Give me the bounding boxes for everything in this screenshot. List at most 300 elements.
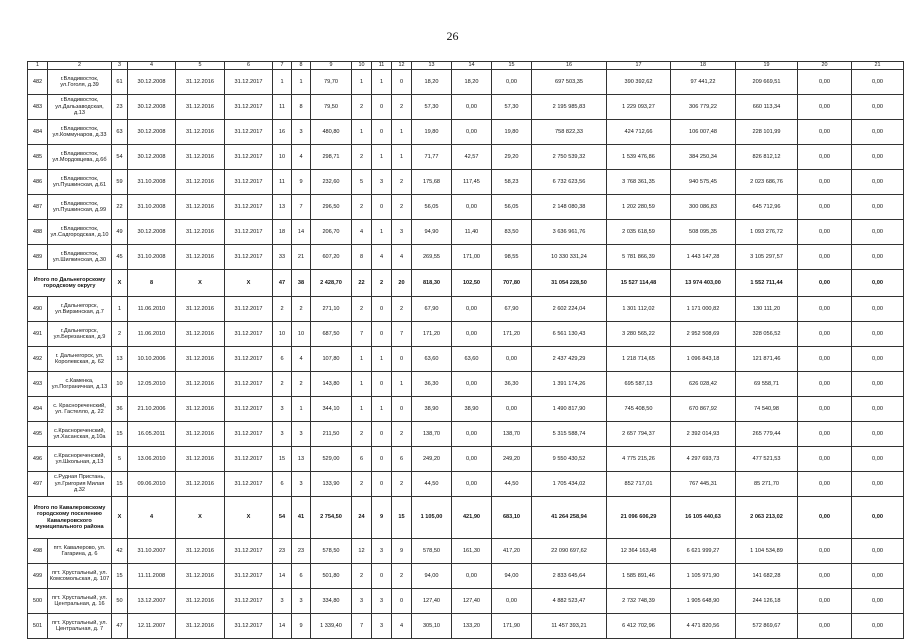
- value-cell: 0,00: [852, 145, 904, 170]
- column-number: 3: [112, 62, 128, 70]
- value-cell: 0: [372, 322, 392, 347]
- table-body: [28, 62, 904, 639]
- value-cell: 826 812,12: [736, 145, 798, 170]
- value-cell: 31.12.2016: [176, 614, 225, 639]
- value-cell: 683,10: [492, 497, 532, 539]
- value-cell: 0,00: [852, 589, 904, 614]
- value-cell: 6 732 623,56: [532, 170, 607, 195]
- page-number: 26: [446, 29, 459, 43]
- value-cell: 2 833 645,64: [532, 564, 607, 589]
- value-cell: 206,70: [311, 220, 352, 245]
- value-cell: 2: [392, 95, 412, 120]
- value-cell: 31.12.2016: [176, 322, 225, 347]
- value-cell: 74 540,98: [736, 397, 798, 422]
- value-cell: 9: [392, 539, 412, 564]
- row-number-cell: 490: [28, 297, 48, 322]
- address-cell: г.Владивосток, ул.Мордовцева, д.6б: [48, 145, 112, 170]
- value-cell: 2 392 014,93: [671, 422, 736, 447]
- value-cell: 0: [372, 447, 392, 472]
- value-cell: 9: [372, 497, 392, 539]
- value-cell: 2: [292, 297, 311, 322]
- value-cell: 0,00: [852, 245, 904, 270]
- value-cell: 14: [292, 220, 311, 245]
- value-cell: 269,55: [412, 245, 452, 270]
- value-cell: 15: [112, 472, 128, 497]
- value-cell: 818,30: [412, 270, 452, 297]
- value-cell: 31.12.2017: [225, 372, 273, 397]
- row-number-cell: 499: [28, 564, 48, 589]
- value-cell: 4: [292, 145, 311, 170]
- value-cell: 8: [128, 270, 176, 297]
- value-cell: 31.12.2017: [225, 447, 273, 472]
- housing-program-table: [27, 61, 904, 639]
- value-cell: 30.12.2008: [128, 120, 176, 145]
- value-cell: 4: [392, 245, 412, 270]
- value-cell: 42: [112, 539, 128, 564]
- value-cell: 18: [273, 220, 292, 245]
- value-cell: 38: [292, 270, 311, 297]
- address-cell: г.Дальнегорск, ул.Вирзинская, д.7: [48, 297, 112, 322]
- table-row: [28, 397, 904, 422]
- value-cell: 31.12.2017: [225, 70, 273, 95]
- value-cell: 18,20: [452, 70, 492, 95]
- value-cell: 3: [292, 589, 311, 614]
- value-cell: 2 657 794,37: [607, 422, 671, 447]
- value-cell: 13: [112, 347, 128, 372]
- value-cell: 56,05: [492, 195, 532, 220]
- address-cell: г.Владивосток, ул.Коммунаров, д.33: [48, 120, 112, 145]
- value-cell: 41 264 258,94: [532, 497, 607, 539]
- value-cell: 9: [292, 614, 311, 639]
- value-cell: 31.12.2016: [176, 447, 225, 472]
- value-cell: 1: [392, 372, 412, 397]
- value-cell: 2 732 748,39: [607, 589, 671, 614]
- table-row: [28, 245, 904, 270]
- address-cell: с.Рудная Пристань, ул.Григория Милая д.32: [48, 472, 112, 497]
- table-row: [28, 145, 904, 170]
- value-cell: 8: [352, 245, 372, 270]
- value-cell: 3: [292, 120, 311, 145]
- value-cell: 31.12.2017: [225, 145, 273, 170]
- row-number-cell: 489: [28, 245, 48, 270]
- value-cell: 1 490 817,90: [532, 397, 607, 422]
- value-cell: 0,00: [798, 589, 852, 614]
- value-cell: 11,40: [452, 220, 492, 245]
- value-cell: 0,00: [852, 220, 904, 245]
- column-number: 2: [48, 62, 112, 70]
- value-cell: 607,20: [311, 245, 352, 270]
- value-cell: 2: [352, 422, 372, 447]
- value-cell: 9: [292, 170, 311, 195]
- value-cell: 79,70: [311, 70, 352, 95]
- value-cell: 2: [372, 270, 392, 297]
- value-cell: 31.12.2016: [176, 397, 225, 422]
- value-cell: X: [176, 497, 225, 539]
- value-cell: 4: [392, 614, 412, 639]
- value-cell: 31.12.2016: [176, 120, 225, 145]
- value-cell: 265 779,44: [736, 422, 798, 447]
- value-cell: 3: [372, 170, 392, 195]
- address-cell: г.Владивосток, ул.Дальзаводская, д.13: [48, 95, 112, 120]
- value-cell: 7: [392, 322, 412, 347]
- value-cell: 1 391 174,26: [532, 372, 607, 397]
- value-cell: 16: [273, 120, 292, 145]
- value-cell: 6: [292, 564, 311, 589]
- value-cell: 2: [292, 372, 311, 397]
- table-row: [28, 539, 904, 564]
- value-cell: 0,00: [798, 270, 852, 297]
- value-cell: 15: [112, 422, 128, 447]
- value-cell: 15: [112, 564, 128, 589]
- value-cell: 50: [112, 589, 128, 614]
- value-cell: 33: [273, 245, 292, 270]
- column-number: 10: [352, 62, 372, 70]
- value-cell: 1: [372, 145, 392, 170]
- value-cell: 21 096 606,29: [607, 497, 671, 539]
- value-cell: 10.10.2006: [128, 347, 176, 372]
- value-cell: 3: [273, 397, 292, 422]
- value-cell: 11 457 393,21: [532, 614, 607, 639]
- value-cell: 0,00: [492, 70, 532, 95]
- value-cell: 2: [352, 297, 372, 322]
- value-cell: 3 636 961,76: [532, 220, 607, 245]
- value-cell: 31.12.2017: [225, 297, 273, 322]
- value-cell: 0,00: [798, 245, 852, 270]
- value-cell: 344,10: [311, 397, 352, 422]
- address-cell: г.Владивосток, ул.Шилкинская, д.30: [48, 245, 112, 270]
- value-cell: 4 297 693,73: [671, 447, 736, 472]
- value-cell: 31.12.2016: [176, 297, 225, 322]
- value-cell: 171,90: [492, 614, 532, 639]
- table-row: [28, 120, 904, 145]
- value-cell: 31.12.2017: [225, 564, 273, 589]
- value-cell: 645 712,96: [736, 195, 798, 220]
- column-number: 11: [372, 62, 392, 70]
- value-cell: 31.12.2016: [176, 170, 225, 195]
- value-cell: 2 023 686,76: [736, 170, 798, 195]
- value-cell: 305,10: [412, 614, 452, 639]
- total-label: Итого по Кавалеровскому городскому поселению Кавалеровского муниципального района: [28, 497, 112, 539]
- value-cell: 83,50: [492, 220, 532, 245]
- value-cell: 0,00: [452, 120, 492, 145]
- value-cell: 171,20: [412, 322, 452, 347]
- value-cell: 13.06.2010: [128, 447, 176, 472]
- value-cell: 4: [372, 245, 392, 270]
- value-cell: 133,90: [311, 472, 352, 497]
- value-cell: 31.12.2017: [225, 472, 273, 497]
- value-cell: 0,00: [452, 422, 492, 447]
- value-cell: 1 301 112,02: [607, 297, 671, 322]
- value-cell: 0: [392, 397, 412, 422]
- value-cell: 1: [112, 297, 128, 322]
- value-cell: 328 056,52: [736, 322, 798, 347]
- value-cell: X: [225, 497, 273, 539]
- value-cell: 1 229 093,27: [607, 95, 671, 120]
- value-cell: 0: [372, 195, 392, 220]
- row-number-cell: 485: [28, 145, 48, 170]
- value-cell: X: [112, 497, 128, 539]
- value-cell: 7: [352, 322, 372, 347]
- value-cell: 3: [372, 539, 392, 564]
- value-cell: 31.12.2016: [176, 95, 225, 120]
- value-cell: 12.11.2007: [128, 614, 176, 639]
- value-cell: 102,50: [452, 270, 492, 297]
- value-cell: 2: [352, 195, 372, 220]
- value-cell: 767 445,31: [671, 472, 736, 497]
- value-cell: 707,80: [492, 270, 532, 297]
- value-cell: 133,20: [452, 614, 492, 639]
- value-cell: 578,50: [311, 539, 352, 564]
- value-cell: 940 575,45: [671, 170, 736, 195]
- value-cell: 296,50: [311, 195, 352, 220]
- value-cell: 0,00: [798, 95, 852, 120]
- value-cell: 2 148 080,38: [532, 195, 607, 220]
- value-cell: 697 503,35: [532, 70, 607, 95]
- value-cell: 501,80: [311, 564, 352, 589]
- column-number: 13: [412, 62, 452, 70]
- table-row: [28, 589, 904, 614]
- address-cell: г.Владивосток, ул.Пушкинская, д.61: [48, 170, 112, 195]
- value-cell: 10 330 331,24: [532, 245, 607, 270]
- value-cell: 209 669,51: [736, 70, 798, 95]
- column-number: 18: [671, 62, 736, 70]
- column-number: 15: [492, 62, 532, 70]
- value-cell: 2 437 429,29: [532, 347, 607, 372]
- table-row: [28, 422, 904, 447]
- value-cell: 31.12.2016: [176, 195, 225, 220]
- value-cell: 4: [292, 347, 311, 372]
- value-cell: 852 717,01: [607, 472, 671, 497]
- value-cell: 687,50: [311, 322, 352, 347]
- value-cell: 1 539 476,86: [607, 145, 671, 170]
- value-cell: 10: [273, 322, 292, 347]
- value-cell: 12.05.2010: [128, 372, 176, 397]
- value-cell: 31.12.2017: [225, 539, 273, 564]
- column-number: 6: [225, 62, 273, 70]
- value-cell: 69 558,71: [736, 372, 798, 397]
- value-cell: 44,50: [492, 472, 532, 497]
- value-cell: X: [176, 270, 225, 297]
- value-cell: 0,00: [852, 614, 904, 639]
- value-cell: 31.12.2016: [176, 245, 225, 270]
- value-cell: 31.12.2016: [176, 539, 225, 564]
- value-cell: 244 126,18: [736, 589, 798, 614]
- value-cell: 0,00: [492, 397, 532, 422]
- value-cell: 249,20: [492, 447, 532, 472]
- value-cell: 0,00: [492, 347, 532, 372]
- value-cell: 626 028,42: [671, 372, 736, 397]
- value-cell: 0,00: [852, 497, 904, 539]
- value-cell: 0,00: [798, 539, 852, 564]
- value-cell: 11.11.2008: [128, 564, 176, 589]
- value-cell: 31.12.2017: [225, 614, 273, 639]
- value-cell: 271,10: [311, 297, 352, 322]
- value-cell: 41: [292, 497, 311, 539]
- row-number-cell: 501: [28, 614, 48, 639]
- value-cell: 2: [392, 170, 412, 195]
- value-cell: 211,50: [311, 422, 352, 447]
- address-cell: с. Краснореченский, ул. Гастелло, д. 22: [48, 397, 112, 422]
- address-cell: пгт. Кавалерово, ул. Гагарина, д. 6: [48, 539, 112, 564]
- value-cell: 1: [352, 347, 372, 372]
- value-cell: 0,00: [798, 472, 852, 497]
- value-cell: 2 952 508,69: [671, 322, 736, 347]
- value-cell: 3: [372, 589, 392, 614]
- value-cell: 2: [392, 297, 412, 322]
- value-cell: 85 271,70: [736, 472, 798, 497]
- value-cell: 20: [392, 270, 412, 297]
- value-cell: 59: [112, 170, 128, 195]
- value-cell: 0,00: [452, 322, 492, 347]
- value-cell: 0,00: [852, 70, 904, 95]
- value-cell: 98,55: [492, 245, 532, 270]
- value-cell: 13.12.2007: [128, 589, 176, 614]
- value-cell: 31.12.2017: [225, 347, 273, 372]
- value-cell: 421,90: [452, 497, 492, 539]
- value-cell: 0,00: [852, 397, 904, 422]
- value-cell: 572 869,67: [736, 614, 798, 639]
- value-cell: 0: [372, 472, 392, 497]
- value-cell: 4 775 215,26: [607, 447, 671, 472]
- value-cell: 6: [392, 447, 412, 472]
- value-cell: 3: [292, 472, 311, 497]
- row-number-cell: 482: [28, 70, 48, 95]
- value-cell: 1 585 891,46: [607, 564, 671, 589]
- value-cell: 6: [273, 347, 292, 372]
- value-cell: 31.12.2016: [176, 589, 225, 614]
- value-cell: 2 754,50: [311, 497, 352, 539]
- value-cell: 2: [392, 195, 412, 220]
- value-cell: 1: [352, 120, 372, 145]
- value-cell: 0,00: [798, 145, 852, 170]
- value-cell: 38,90: [412, 397, 452, 422]
- value-cell: 31.12.2016: [176, 372, 225, 397]
- value-cell: 12: [352, 539, 372, 564]
- value-cell: 21: [292, 245, 311, 270]
- value-cell: 0,00: [852, 270, 904, 297]
- column-number: 19: [736, 62, 798, 70]
- value-cell: 2 035 618,59: [607, 220, 671, 245]
- value-cell: 1 096 843,18: [671, 347, 736, 372]
- value-cell: 138,70: [412, 422, 452, 447]
- value-cell: 31.10.2008: [128, 245, 176, 270]
- value-cell: 79,50: [311, 95, 352, 120]
- value-cell: 15 527 114,48: [607, 270, 671, 297]
- value-cell: 0,00: [798, 297, 852, 322]
- value-cell: 31.12.2017: [225, 422, 273, 447]
- value-cell: 45: [112, 245, 128, 270]
- column-number: 9: [311, 62, 352, 70]
- value-cell: 5: [112, 447, 128, 472]
- value-cell: 0,00: [798, 70, 852, 95]
- row-number-cell: 483: [28, 95, 48, 120]
- value-cell: 16 105 440,63: [671, 497, 736, 539]
- value-cell: 171,20: [492, 322, 532, 347]
- table-row: [28, 564, 904, 589]
- value-cell: 10: [273, 145, 292, 170]
- address-cell: с.Краснореченский, ул.Хасанская, д.10а: [48, 422, 112, 447]
- value-cell: 0,00: [798, 347, 852, 372]
- value-cell: 2: [273, 297, 292, 322]
- column-number: 4: [128, 62, 176, 70]
- row-number-cell: 496: [28, 447, 48, 472]
- value-cell: 0,00: [798, 497, 852, 539]
- value-cell: 42,57: [452, 145, 492, 170]
- total-label: Итого по Дальнегорскому городскому округу: [28, 270, 112, 297]
- value-cell: 161,30: [452, 539, 492, 564]
- value-cell: 31.10.2008: [128, 195, 176, 220]
- value-cell: 0: [372, 372, 392, 397]
- table-row: [28, 170, 904, 195]
- value-cell: 2 750 539,32: [532, 145, 607, 170]
- value-cell: 36,30: [412, 372, 452, 397]
- column-number: 14: [452, 62, 492, 70]
- column-number: 17: [607, 62, 671, 70]
- value-cell: 1: [273, 70, 292, 95]
- value-cell: 477 521,53: [736, 447, 798, 472]
- value-cell: 6: [273, 472, 292, 497]
- value-cell: 171,00: [452, 245, 492, 270]
- value-cell: 31.12.2017: [225, 120, 273, 145]
- value-cell: 44,50: [412, 472, 452, 497]
- value-cell: 7: [292, 195, 311, 220]
- value-cell: 0,00: [452, 447, 492, 472]
- row-number-cell: 498: [28, 539, 48, 564]
- value-cell: 117,45: [452, 170, 492, 195]
- value-cell: 0,00: [798, 614, 852, 639]
- value-cell: 0: [372, 564, 392, 589]
- value-cell: 13 974 403,00: [671, 270, 736, 297]
- value-cell: 15: [392, 497, 412, 539]
- value-cell: 31 054 228,50: [532, 270, 607, 297]
- table-row: [28, 372, 904, 397]
- address-cell: пгт. Хрустальный, ул. Комсомольская, д. 107: [48, 564, 112, 589]
- value-cell: 12 364 163,48: [607, 539, 671, 564]
- row-number-cell: 487: [28, 195, 48, 220]
- value-cell: 1: [352, 397, 372, 422]
- value-cell: 30.12.2008: [128, 220, 176, 245]
- value-cell: 0,00: [798, 322, 852, 347]
- value-cell: 29,20: [492, 145, 532, 170]
- value-cell: 0,00: [852, 564, 904, 589]
- value-cell: 2: [273, 372, 292, 397]
- value-cell: 2 063 213,02: [736, 497, 798, 539]
- value-cell: 0,00: [798, 120, 852, 145]
- value-cell: 5: [352, 170, 372, 195]
- value-cell: 2: [392, 472, 412, 497]
- value-cell: 1: [372, 347, 392, 372]
- total-row: [28, 497, 904, 539]
- value-cell: 97 441,22: [671, 70, 736, 95]
- address-cell: пгт. Хрустальный, ул. Центральная, д. 16: [48, 589, 112, 614]
- value-cell: 1: [392, 120, 412, 145]
- address-cell: г. Дальнегорск, ул. Королевская, д. 62: [48, 347, 112, 372]
- value-cell: 14: [273, 564, 292, 589]
- value-cell: 3: [273, 422, 292, 447]
- address-cell: г.Дальнегорск, ул.Березанская, д.9: [48, 322, 112, 347]
- value-cell: 2: [392, 422, 412, 447]
- value-cell: 0: [392, 70, 412, 95]
- value-cell: 2: [352, 145, 372, 170]
- value-cell: 31.12.2017: [225, 95, 273, 120]
- row-number-cell: 494: [28, 397, 48, 422]
- value-cell: 31.12.2017: [225, 195, 273, 220]
- value-cell: 0,00: [852, 297, 904, 322]
- value-cell: 31.12.2016: [176, 422, 225, 447]
- value-cell: 0,00: [852, 447, 904, 472]
- value-cell: 11.06.2010: [128, 322, 176, 347]
- value-cell: 121 871,46: [736, 347, 798, 372]
